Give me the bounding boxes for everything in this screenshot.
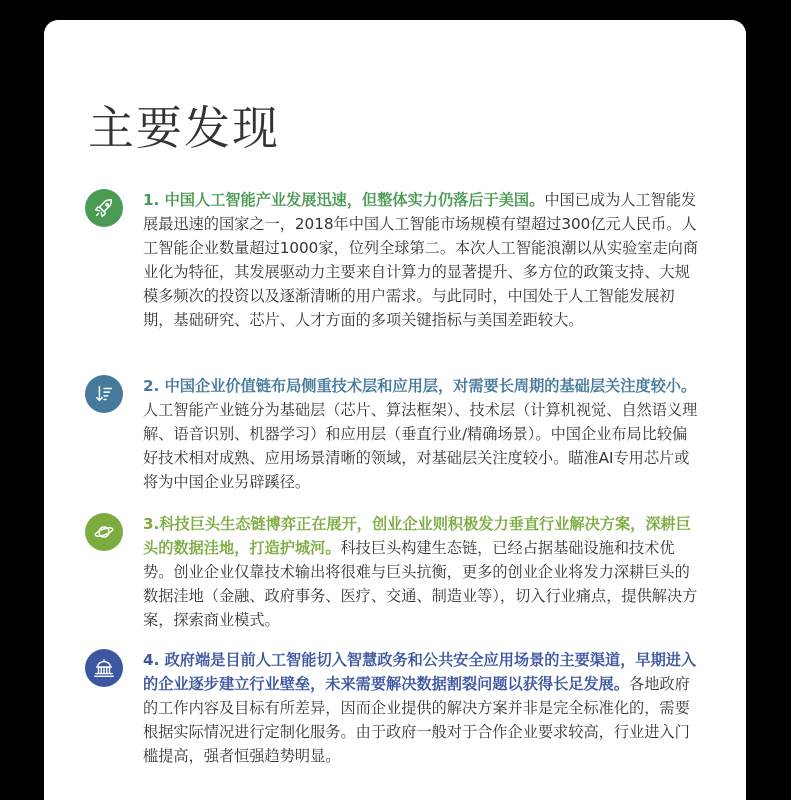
- finding-4: [143, 648, 699, 768]
- finding-2-body: 人工智能产业链分为基础层（芯片、算法框架）、技术层（计算机视觉、自然语义理解、语音识别、机器学习）和应用层（垂直行业/精确场景）。中国企业布局比较偏好技术相对成熟、应用场景清晰的领域，对基础层关注度较小。瞄准AI专用芯片或将为中国企业另辟蹊径。: [143, 401, 698, 491]
- content-card: [44, 20, 746, 800]
- government-building-icon: [85, 649, 123, 687]
- finding-2: [143, 374, 699, 494]
- finding-1-heading: 1. 中国人工智能产业发展迅速，但整体实力仍落后于美国。: [143, 191, 545, 209]
- finding-3: [143, 512, 699, 632]
- finding-3-heading: 3.科技巨头生态链博弈正在展开，创业企业则积极发力垂直行业解决方案，深耕巨头的数据洼地，打造护城河。: [143, 515, 691, 557]
- finding-4-body: 各地政府的工作内容及目标有所差异，因而企业提供的解决方案并非是完全标准化的，需要根据实际情况进行定制化服务。由于政府一般对于合作企业要求较高，行业进入门槛提高，强者恒强趋势明显。: [143, 675, 690, 765]
- finding-1-body: 中国已成为人工智能发展最迅速的国家之一，2018年中国人工智能市场规模有望超过300亿元人民币。人工智能企业数量超过1000家，位列全球第二。本次人工智能浪潮以从实验室走向商业化为特征，其发展驱动力主要来自计算力的显著提升、多方位的政策支持、大规模多频次的投资以及逐渐清晰的用户需求。与此同时，中国处于人工智能发展初期，基础研究、芯片、人才方面的多项关键指标与美国差距较大。: [143, 191, 699, 329]
- page-title: 主要发现: [88, 101, 280, 155]
- planet-icon: [85, 513, 123, 551]
- finding-2-heading: 2. 中国企业价值链布局侧重技术层和应用层，对需要长周期的基础层关注度较小。: [143, 377, 697, 395]
- finding-1: [143, 188, 699, 332]
- rocket-icon: [85, 189, 123, 227]
- finding-3-body: 科技巨头构建生态链，已经占据基础设施和技术优势。创业企业仅靠技术输出将很难与巨头抗衡，更多的创业企业将发力深耕巨头的数据洼地（金融、政府事务、医疗、交通、制造业等），切入行业痛点，提供解决方案，探索商业模式。: [143, 539, 698, 629]
- sort-list-icon: [85, 375, 123, 413]
- finding-4-heading: 4. 政府端是目前人工智能切入智慧政务和公共安全应用场景的主要渠道，早期进入的企业逐步建立行业壁垒，未来需要解决数据割裂问题以获得长足发展。: [143, 651, 697, 693]
